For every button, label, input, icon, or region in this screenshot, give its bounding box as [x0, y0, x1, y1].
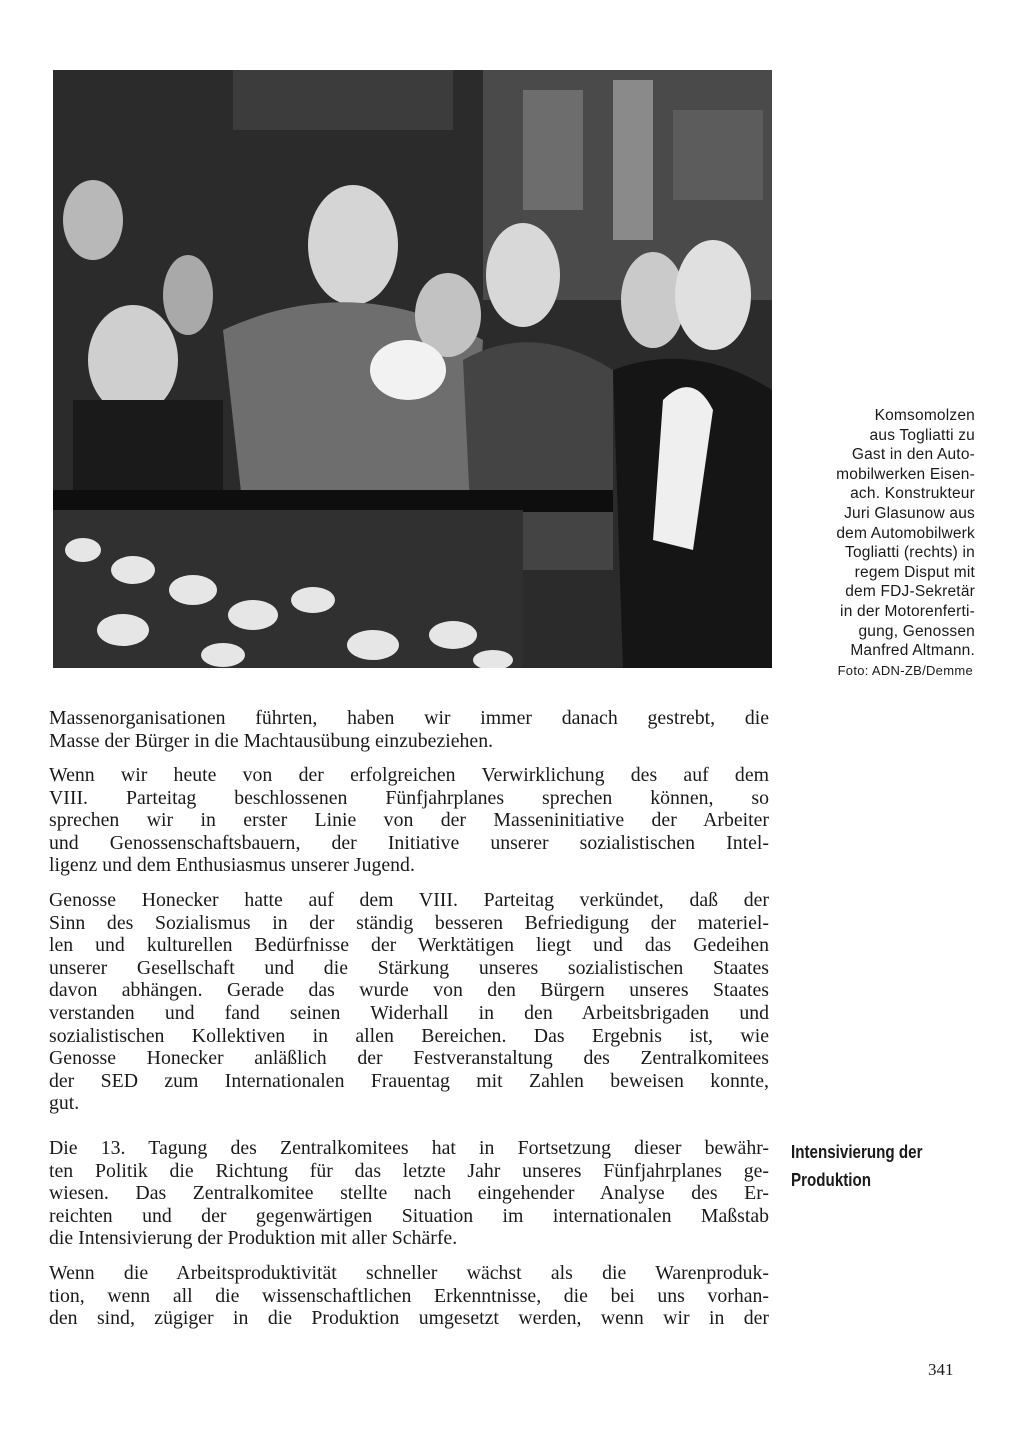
text-line: ligenz und dem Enthusiasmus unserer Jugend.: [49, 854, 415, 877]
caption-line: Manfred Altmann.: [850, 642, 975, 660]
caption-line: mobilwerken Eisen-: [836, 465, 975, 483]
text-line: Massenorganisationen führten, haben wir immer danach gestrebt, die: [49, 707, 769, 729]
text-line: Genosse Honecker anläßlich der Festveranstaltung des Zentralkomitees: [49, 1047, 769, 1070]
caption-line: Togliatti (rechts) in: [845, 544, 975, 562]
text-line: VIII. Parteitag beschlossenen Fünfjahrplanes sprechen können, so: [49, 786, 769, 809]
text-line: gut.: [49, 1092, 80, 1115]
caption-line: dem FDJ-Sekretär: [845, 583, 975, 601]
caption-line: Komsomolzen: [874, 407, 975, 424]
caption-line: dem Automobilwerk: [836, 524, 975, 542]
text-line: davon abhängen. Gerade das wurde von den Bürgern unseres Staates: [49, 979, 769, 1002]
text-line: Genosse Honecker hatte auf dem VIII. Parteitag verkündet, daß der: [49, 889, 769, 911]
text-line: Masse der Bürger in die Machtausübung einzubeziehen.: [49, 729, 494, 752]
sidehead-line: Produktion: [791, 1169, 872, 1190]
text-line: und Genossenschaftsbauern, der Initiative unserer sozialistischen Intel-: [49, 831, 769, 854]
caption-line: in der Motorenferti-: [840, 602, 975, 620]
text-line: der SED zum Internationalen Frauentag mit Zahlen beweisen konnte,: [49, 1069, 769, 1092]
sidehead-line: Intensivierung der: [791, 1141, 923, 1162]
text-line: reichten und der gegenwärtigen Situation im internationalen Maßstab: [49, 1204, 769, 1227]
text-line: Sinn des Sozialismus in der ständig besseren Befriedigung der materiel-: [49, 911, 769, 934]
page-number: 341: [928, 1360, 954, 1379]
text-line: wiesen. Das Zentralkomitee stellte nach eingehender Analyse des Er-: [49, 1182, 769, 1205]
text-line: Wenn wir heute von der erfolgreichen Verwirklichung des auf dem: [49, 764, 769, 786]
text-line: Wenn die Arbeitsproduktivität schneller wächst als die Warenproduk-: [49, 1262, 769, 1284]
paragraph-3: [49, 889, 769, 1115]
text-line: len und kulturellen Bedürfnisse der Werktätigen liegt und das Gedeihen: [49, 934, 769, 957]
caption-line: gung, Genossen: [858, 622, 975, 640]
caption-line: Juri Glasunow aus: [844, 504, 975, 522]
paragraph-2: [49, 764, 769, 877]
news-photo: [53, 70, 772, 668]
text-line: sprechen wir in erster Linie von der Masseninitiative der Arbeiter: [49, 809, 769, 832]
text-line: ten Politik die Richtung für das letzte Jahr unseres Fünfjahrplanes ge-: [49, 1159, 769, 1182]
photo-illustration: [53, 70, 772, 668]
section-sidehead: [791, 1138, 955, 1194]
caption-line: Gast in den Auto-: [851, 446, 975, 464]
paragraph-4: [49, 1137, 769, 1250]
paragraph-5: [49, 1262, 769, 1330]
paragraph-1: [49, 707, 769, 752]
text-line: den sind, zügiger in die Produktion umgesetzt werden, wenn wir in der: [49, 1307, 769, 1330]
text-line: unserer Gesellschaft und die Stärkung unseres sozialistischen Staates: [49, 956, 769, 979]
text-line: sozialistischen Kollektiven in allen Bereichen. Das Ergebnis ist, wie: [49, 1024, 769, 1047]
text-line: verstanden und fand seinen Widerhall in den Arbeitsbrigaden und: [49, 1001, 769, 1024]
caption-line: ach. Konstrukteur: [850, 485, 975, 503]
caption-line: regem Disput mit: [854, 563, 975, 581]
caption-line: aus Togliatti zu: [869, 426, 975, 444]
text-line: die Intensivierung der Produktion mit aller Schärfe.: [49, 1227, 458, 1250]
text-line: tion, wenn all die wissenschaftlichen Erkenntnisse, die bei uns vorhan-: [49, 1284, 769, 1307]
photo-caption: [782, 406, 975, 661]
text-line: Die 13. Tagung des Zentralkomitees hat in Fortsetzung dieser bewähr-: [49, 1137, 769, 1159]
photo-credit: Foto: ADN-ZB/Demme: [837, 663, 973, 678]
